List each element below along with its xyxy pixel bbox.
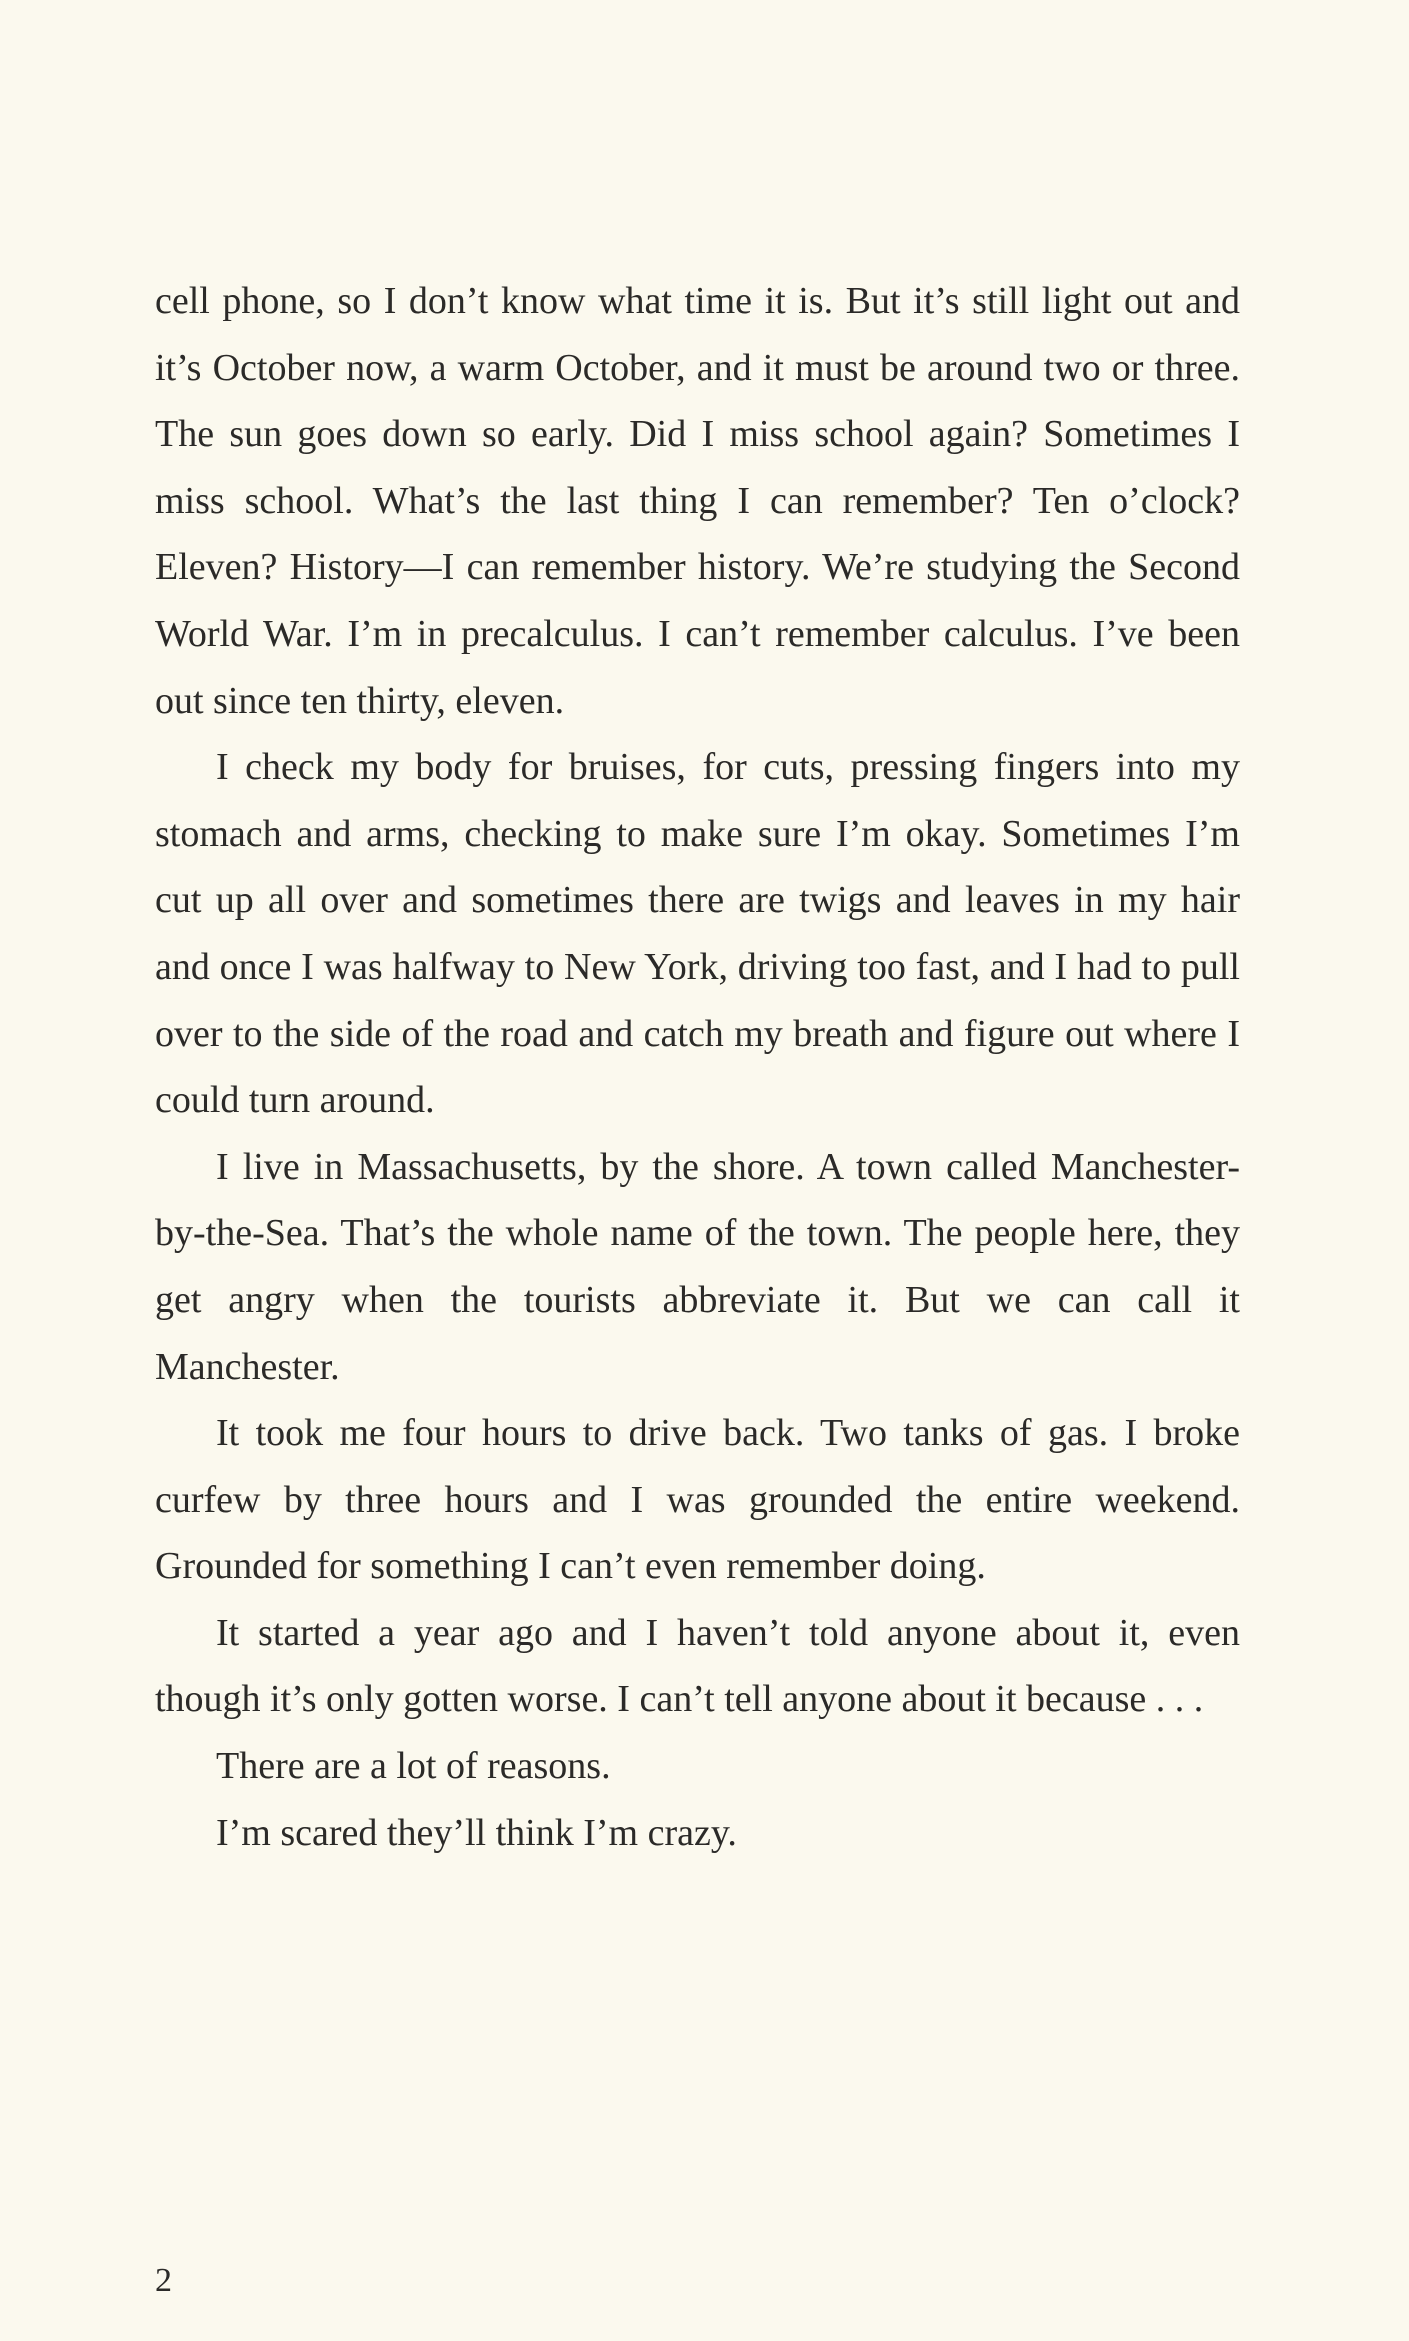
paragraph-6: There are a lot of reasons. bbox=[216, 1745, 611, 1788]
body-text bbox=[155, 268, 1240, 1866]
paragraph-3: I live in Massachusetts, by the shore. A town called Manchester-by-the-Sea. That’s the whole name of the town. The people here, they get angry when the tourists abbreviate it. But we can call it Manchester. bbox=[155, 1145, 1240, 1388]
paragraph-5: It started a year ago and I haven’t told anyone about it, even though it’s only gotten worse. I can’t tell anyone about it because . . . bbox=[155, 1611, 1240, 1721]
paragraph-4: It took me four hours to drive back. Two tanks of gas. I broke curfew by three hours and I was grounded the entire weekend. Grounded for something I can’t even remember doing. bbox=[155, 1412, 1240, 1588]
paragraph-7: I’m scared they’ll think I’m crazy. bbox=[216, 1811, 737, 1854]
paragraph-2: I check my body for bruises, for cuts, pressing fingers into my stomach and arms, checking to make sure I’m okay. Sometimes I’m cut up all over and sometimes there are twigs and leaves in my hair and once I was halfway to New York, driving too fast, and I had to pull over to the side of the road and catch my breath and figure out where I could turn around. bbox=[155, 746, 1240, 1122]
paragraph-1: cell phone, so I don’t know what time it is. But it’s still light out and it’s October now, a warm October, and it must be around two or three. The sun goes down so early. Did I miss school again? Sometimes I miss school. What’s the last thing I can remember? Ten o’clock? Eleven? History—I can remember history. We’re studying the Second World War. I’m in precalculus. I can’t remember calculus. I’ve been out since ten thirty, eleven. bbox=[155, 280, 1240, 722]
page-number: 2 bbox=[155, 2262, 172, 2299]
